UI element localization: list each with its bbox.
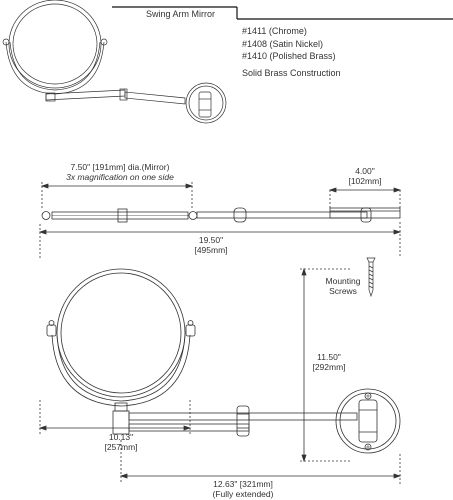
extension-value: 12.63" [321mm] (213, 479, 273, 489)
base-width-mm: [257mm] (104, 442, 138, 452)
mirror-diameter-label (50, 162, 190, 182)
plate-width-mm: [102mm] (348, 176, 382, 186)
plate-width-label (340, 166, 390, 186)
plate-width-in: 4.00" (355, 166, 375, 176)
model-satin-nickel: #1408 (Satin Nickel) (242, 38, 324, 49)
product-title: Swing Arm Mirror (146, 9, 216, 19)
overall-length-mm: [495mm] (194, 245, 228, 255)
extension-label (198, 479, 288, 499)
construction-note: Solid Brass Construction (242, 68, 341, 78)
magnification-note: 3x magnification on one side (66, 172, 174, 182)
model-polished-brass: #1410 (Polished Brass) (242, 51, 336, 61)
height-mm: [292mm] (312, 362, 346, 372)
base-width-in: 10.13" (108, 432, 134, 442)
mounting-screws-label (318, 276, 368, 296)
model-chrome: #1411 (Chrome) (242, 26, 307, 36)
extension-note: (Fully extended) (212, 489, 274, 499)
front-view (40, 269, 400, 484)
mounting-screw (367, 258, 375, 296)
overall-length-in: 19.50" (198, 235, 224, 245)
height-label (306, 352, 352, 372)
height-in: 11.50" (317, 352, 341, 362)
base-width-label (96, 432, 146, 452)
model-list (242, 25, 336, 63)
mirror-diameter-value: 7.50" [191mm] dia.(Mirror) (70, 162, 170, 172)
mounting-screws-line1: Mounting (325, 276, 361, 286)
overall-length-label (186, 235, 236, 255)
mounting-screws-line2: Screws (329, 286, 357, 296)
